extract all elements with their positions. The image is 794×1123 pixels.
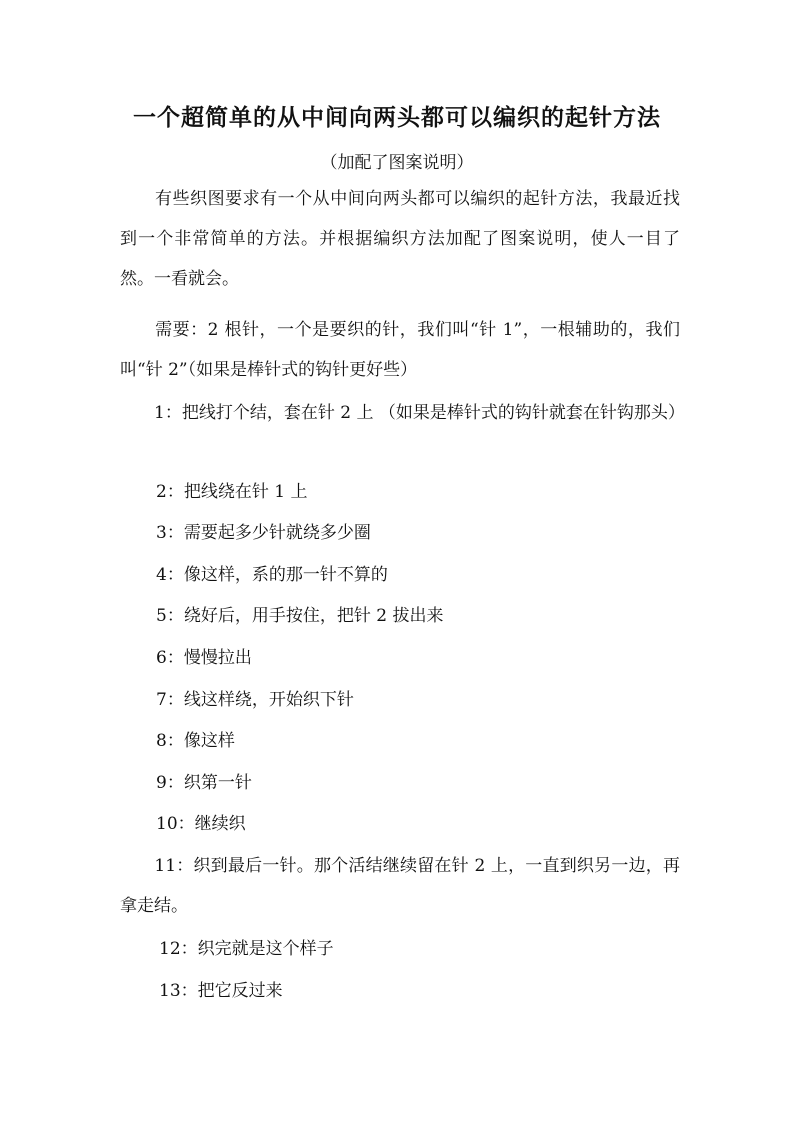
intro-paragraph: 有些织图要求有一个从中间向两头都可以编织的起针方法，我最近找到一个非常简单的方法。并根据编织方法加配了图案说明，使人一目了然。一看就会。	[120, 189, 680, 289]
step-9: 9：织第一针	[156, 773, 252, 793]
needs-paragraph: 需要：2 根针，一个是要织的针，我们叫“针 1”，一根辅助的，我们叫“针 2”（如果是棒针式的钩针更好些）	[120, 320, 680, 380]
step-12: 12：织完就是这个样子	[159, 939, 334, 959]
step-6: 6：慢慢拉出	[156, 648, 252, 668]
step-8: 8：像这样	[156, 731, 235, 751]
step-4: 4：像这样，系的那一针不算的	[156, 565, 388, 585]
step-5: 5：绕好后，用手按住，把针 2 拔出来	[156, 606, 444, 626]
step-1: 1：把线打个结，套在针 2 上 （如果是棒针式的钩针就套在针钩那头）	[120, 403, 685, 423]
step-7: 7：线这样绕，开始织下针	[156, 690, 354, 710]
step-13: 13：把它反过来	[159, 981, 283, 1001]
step-10: 10：继续织	[156, 814, 246, 834]
step-2: 2：把线绕在针 1 上	[156, 482, 308, 502]
step-3: 3：需要起多少针就绕多少圈	[156, 523, 371, 543]
document-subtitle: （加配了图案说明）	[320, 153, 474, 173]
step-11: 11：织到最后一针。那个活结继续留在针 2 上，一直到织另一边，再拿走结。	[120, 856, 680, 916]
document-title: 一个超简单的从中间向两头都可以编织的起针方法	[133, 104, 661, 131]
